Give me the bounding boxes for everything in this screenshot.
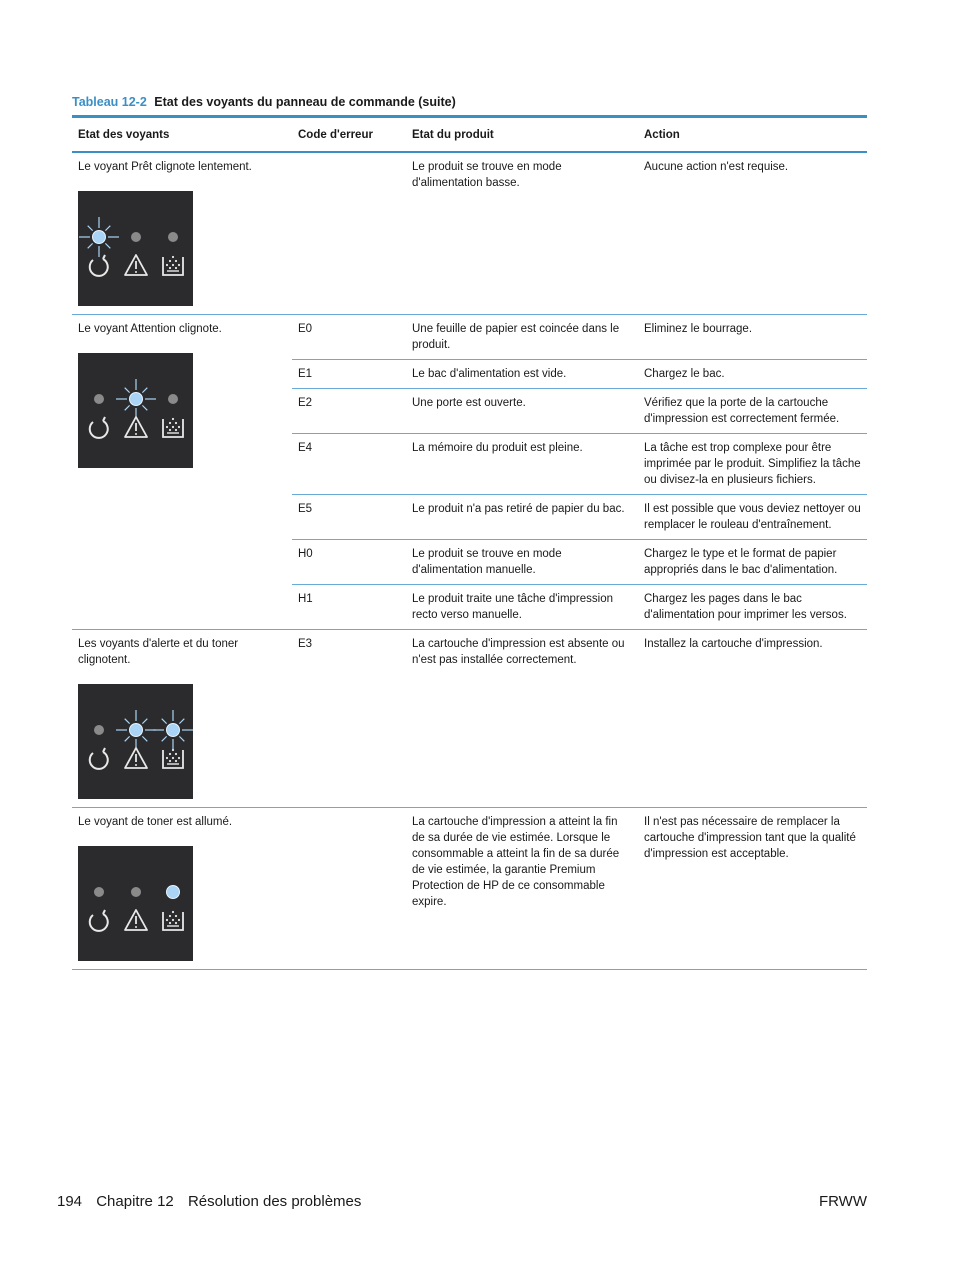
toner-particle — [175, 429, 177, 431]
product-state-cell: Une feuille de papier est coincée dans le produit. — [406, 315, 638, 360]
toner-particle — [178, 426, 180, 428]
action-cell: Installez la cartouche d'impression. — [638, 630, 867, 808]
ready-power-icon-tick — [103, 748, 105, 752]
ready-led — [93, 231, 106, 244]
control-panel-image — [78, 353, 193, 468]
table-row — [72, 152, 867, 315]
toner-particle — [175, 422, 177, 424]
ready-power-icon — [90, 421, 108, 438]
attention-led — [131, 232, 141, 242]
product-state-cell: La mémoire du produit est pleine. — [406, 434, 638, 495]
table-number: Tableau 12-2 — [72, 95, 147, 109]
led-state-cell — [72, 315, 292, 630]
page-footer-right: FRWW — [818, 1193, 867, 1210]
ready-power-icon-tick — [103, 255, 105, 259]
page-footer-left — [57, 1193, 371, 1210]
attention-led — [130, 724, 143, 737]
toner-particle — [172, 911, 174, 913]
control-panel-image — [78, 684, 193, 799]
section-label: Résolution des problèmes — [187, 1193, 362, 1210]
header-product-state: Etat du produit — [406, 117, 638, 153]
toner-particle — [172, 757, 174, 759]
led-state-text: Le voyant Prêt clignote lentement. — [78, 161, 252, 173]
warning-exclamation-dot — [135, 271, 137, 273]
chapter-label: Chapitre 12 — [96, 1193, 174, 1210]
table-row — [72, 315, 867, 360]
error-code-cell: E0 — [292, 315, 406, 360]
ready-power-icon — [90, 259, 108, 276]
error-code-cell: E2 — [292, 389, 406, 434]
error-code-cell: E1 — [292, 360, 406, 389]
toner-particle — [169, 760, 171, 762]
toner-particle — [169, 422, 171, 424]
product-state-cell: Une porte est ouverte. — [406, 389, 638, 434]
ready-power-icon — [90, 752, 108, 769]
error-code-cell: E3 — [292, 630, 406, 808]
toner-particle — [169, 267, 171, 269]
toner-particle — [175, 267, 177, 269]
warning-exclamation-dot — [135, 764, 137, 766]
led-state-cell — [72, 152, 292, 315]
toner-particle — [169, 260, 171, 262]
toner-particle — [178, 757, 180, 759]
toner-particle — [172, 264, 174, 266]
warning-exclamation-dot — [135, 926, 137, 928]
warning-exclamation-dot — [135, 433, 137, 435]
toner-particle — [169, 922, 171, 924]
action-cell: Chargez les pages dans le bac d'alimentation pour imprimer les versos. — [638, 585, 867, 630]
toner-led — [168, 394, 178, 404]
ready-power-icon-tick — [103, 417, 105, 421]
error-code-cell: H1 — [292, 585, 406, 630]
toner-particle — [172, 749, 174, 751]
toner-particle — [169, 429, 171, 431]
toner-particle — [175, 760, 177, 762]
action-cell: Vérifiez que la porte de la cartouche d'impression est correctement fermée. — [638, 389, 867, 434]
product-state-cell: La cartouche d'impression a atteint la fin de sa durée de vie estimée. Lorsque le consommable a atteint la fin de sa durée de vie estimée, la garantie Premium Protection de HP de ce consommable expire. — [406, 808, 638, 970]
action-cell: Il est possible que vous deviez nettoyer ou remplacer le rouleau d'entraînement. — [638, 495, 867, 540]
product-state-cell: La cartouche d'impression est absente ou n'est pas installée correctement. — [406, 630, 638, 808]
toner-particle — [178, 264, 180, 266]
led-status-table — [72, 115, 867, 970]
error-code-cell: H0 — [292, 540, 406, 585]
action-cell: Il n'est pas nécessaire de remplacer la cartouche d'impression tant que la qualité d'impression est acceptable. — [638, 808, 867, 970]
table-title: Etat des voyants du panneau de commande (suite) — [154, 95, 456, 109]
error-code-cell — [292, 808, 406, 970]
action-cell: La tâche est trop complexe pour être imprimée par le produit. Simplifiez la tâche ou divisez-la en plusieurs fichiers. — [638, 434, 867, 495]
toner-particle — [169, 753, 171, 755]
product-state-cell: Le produit traite une tâche d'impression recto verso manuelle. — [406, 585, 638, 630]
control-panel-image — [78, 191, 193, 306]
toner-particle — [169, 915, 171, 917]
table-row — [72, 808, 867, 970]
toner-particle — [166, 757, 168, 759]
ready-led — [94, 887, 104, 897]
action-cell: Chargez le bac. — [638, 360, 867, 389]
control-panel-image — [78, 846, 193, 961]
error-code-cell — [292, 152, 406, 315]
table-caption — [72, 95, 456, 109]
header-action: Action — [638, 117, 867, 153]
toner-particle — [175, 260, 177, 262]
toner-particle — [172, 426, 174, 428]
led-state-text: Le voyant Attention clignote. — [78, 323, 222, 335]
toner-particle — [172, 256, 174, 258]
led-state-cell — [72, 808, 292, 970]
toner-particle — [172, 418, 174, 420]
attention-led — [131, 887, 141, 897]
error-code-cell: E4 — [292, 434, 406, 495]
action-cell: Aucune action n'est requise. — [638, 152, 867, 315]
attention-led — [130, 393, 143, 406]
toner-particle — [166, 919, 168, 921]
toner-particle — [172, 919, 174, 921]
table-header-row — [72, 117, 867, 153]
toner-particle — [175, 753, 177, 755]
toner-particle — [166, 264, 168, 266]
toner-led — [167, 724, 180, 737]
toner-particle — [175, 915, 177, 917]
led-state-cell — [72, 630, 292, 808]
ready-led — [94, 725, 104, 735]
toner-particle — [166, 426, 168, 428]
toner-particle — [178, 919, 180, 921]
error-code-cell: E5 — [292, 495, 406, 540]
header-error-code: Code d'erreur — [292, 117, 406, 153]
toner-particle — [175, 922, 177, 924]
ready-led — [94, 394, 104, 404]
header-led-state: Etat des voyants — [72, 117, 292, 153]
product-state-cell: Le bac d'alimentation est vide. — [406, 360, 638, 389]
page-number: 194 — [57, 1193, 83, 1210]
toner-led — [168, 232, 178, 242]
ready-power-icon — [90, 914, 108, 931]
action-cell: Eliminez le bourrage. — [638, 315, 867, 360]
led-state-text: Les voyants d'alerte et du toner clignotent. — [78, 638, 239, 666]
table-row — [72, 630, 867, 808]
action-cell: Chargez le type et le format de papier appropriés dans le bac d'alimentation. — [638, 540, 867, 585]
ready-power-icon-tick — [103, 910, 105, 914]
product-state-cell: Le produit se trouve en mode d'alimentation basse. — [406, 152, 638, 315]
product-state-cell: Le produit se trouve en mode d'alimentation manuelle. — [406, 540, 638, 585]
product-state-cell: Le produit n'a pas retiré de papier du bac. — [406, 495, 638, 540]
toner-led — [167, 886, 180, 899]
led-state-text: Le voyant de toner est allumé. — [78, 816, 233, 828]
